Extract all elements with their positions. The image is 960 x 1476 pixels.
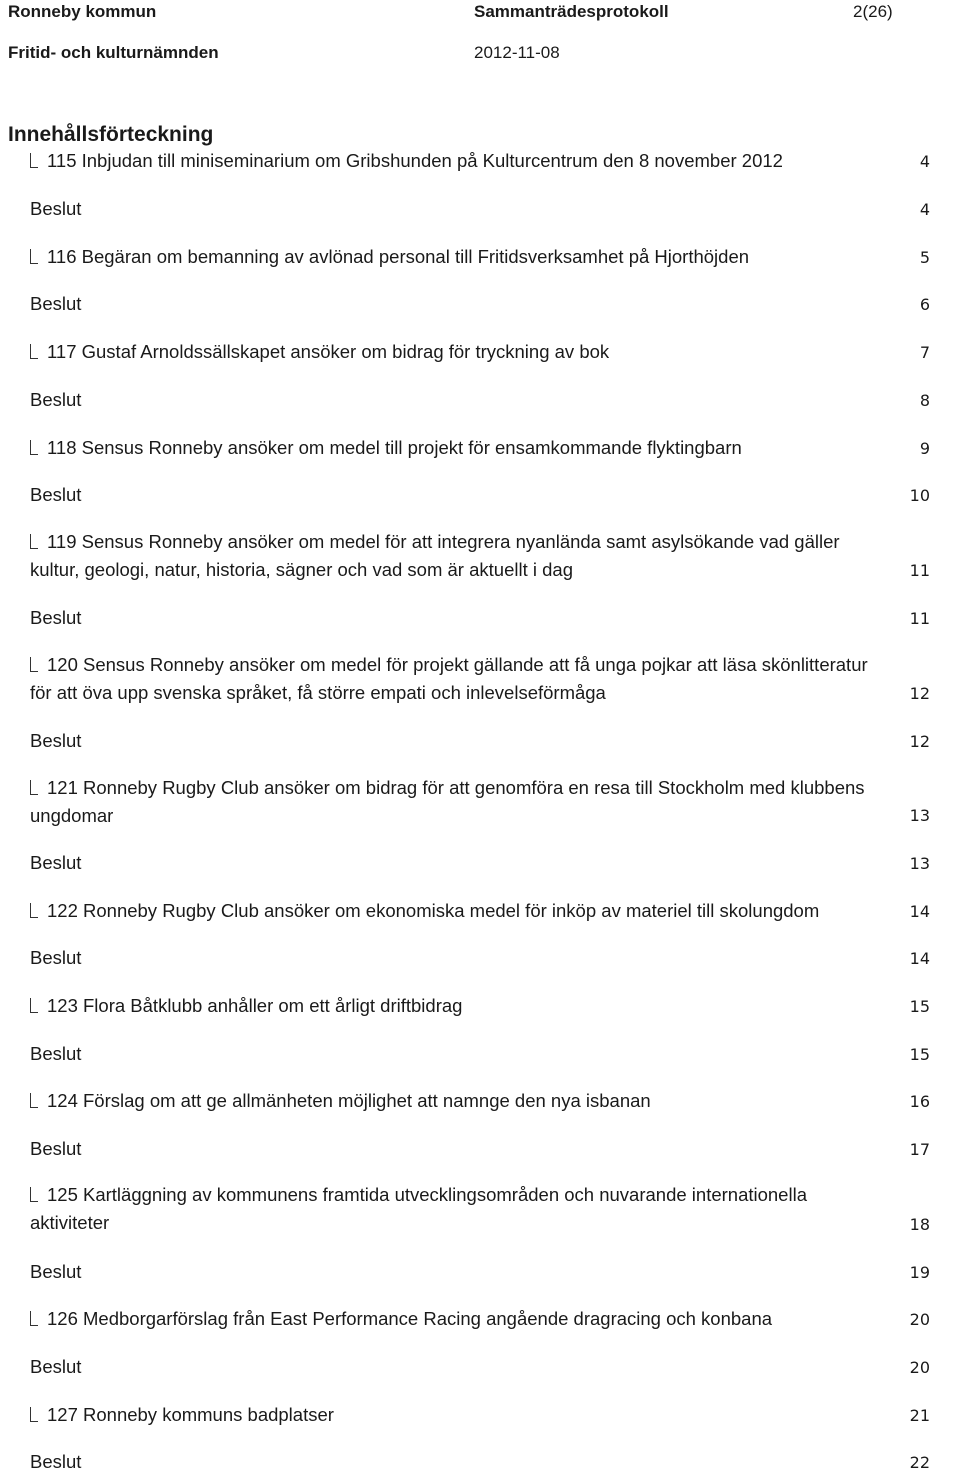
toc-page-number: 11 — [909, 609, 930, 628]
toc-page-number: 13 — [909, 854, 930, 873]
toc-entry-beslut[interactable]: Beslut — [30, 852, 82, 873]
toc-page-number: 14 — [909, 902, 930, 921]
toc-entry-title[interactable]: 127 Ronneby kommuns badplatser — [47, 1404, 334, 1425]
toc-page-number: 7 — [919, 343, 930, 362]
toc-page-number: 12 — [909, 684, 930, 703]
toc-entry-title[interactable]: 124 Förslag om att ge allmänheten möjlighet att namnge den nya isbanan — [47, 1090, 651, 1111]
meeting-date: 2012-11-08 — [474, 43, 560, 62]
toc-entry-beslut[interactable]: Beslut — [30, 730, 82, 751]
toc-entry-beslut[interactable]: Beslut — [30, 947, 82, 968]
toc-entry-title[interactable]: 126 Medborgarförslag från East Performance Racing angående dragracing och konbana — [47, 1308, 773, 1329]
toc-page-number: 11 — [909, 561, 930, 580]
toc-entry-title[interactable]: 116 Begäran om bemanning av avlönad personal till Fritidsverksamhet på Hjorthöjden — [47, 246, 750, 267]
toc-page-number: 18 — [909, 1215, 930, 1234]
toc-entry-title[interactable]: 120 Sensus Ronneby ansöker om medel för projekt gällande att få unga pojkar att läsa skönlitteratur för att öva upp svenska språket, få större empati och inlevelseförmåga — [30, 654, 868, 703]
toc-page-number: 12 — [909, 732, 930, 751]
toc-page-number: 16 — [909, 1092, 930, 1111]
toc-entry-beslut[interactable]: Beslut — [30, 1138, 82, 1159]
toc-page-number: 20 — [909, 1310, 930, 1329]
toc-page-number: 10 — [909, 486, 930, 505]
toc-page-number: 15 — [909, 1045, 930, 1064]
committee-name: Fritid- och kulturnämnden — [8, 43, 219, 62]
toc-page-number: 21 — [909, 1406, 930, 1425]
toc-entry-title[interactable]: 125 Kartläggning av kommunens framtida utvecklingsområden och nuvarande internationella aktiviteter — [30, 1184, 807, 1233]
toc-page-number: 14 — [909, 949, 930, 968]
toc-entry-beslut[interactable]: Beslut — [30, 1356, 82, 1377]
municipality-name: Ronneby kommun — [8, 2, 157, 21]
toc-page-number: 6 — [919, 295, 930, 314]
toc-entry-title[interactable]: 115 Inbjudan till miniseminarium om Gribshunden på Kulturcentrum den 8 november 2012 — [47, 150, 783, 171]
toc-entry-title[interactable]: 118 Sensus Ronneby ansöker om medel till projekt för ensamkommande flyktingbarn — [47, 437, 742, 458]
toc-page-number: 17 — [909, 1140, 930, 1159]
toc-page-number: 15 — [909, 997, 930, 1016]
toc-page-number: 4 — [919, 200, 930, 219]
toc-page-number: 9 — [919, 439, 930, 458]
toc-entry-beslut[interactable]: Beslut — [30, 607, 82, 628]
toc-title: Innehållsförteckning — [8, 123, 214, 146]
toc-entry-beslut[interactable]: Beslut — [30, 1261, 82, 1282]
toc-page-number: 4 — [919, 152, 930, 171]
toc-entry-title[interactable]: 119 Sensus Ronneby ansöker om medel för att integrera nyanlända samt asylsökande vad gäller kultur, geologi, natur, historia, sägner och vad som är aktuellt i dag — [30, 531, 840, 580]
toc-entry-title[interactable]: 121 Ronneby Rugby Club ansöker om bidrag för att genomföra en resa till Stockholm med klubbens ungdomar — [30, 777, 865, 826]
toc-entry-beslut[interactable]: Beslut — [30, 484, 82, 505]
toc-page-number: 5 — [919, 248, 930, 267]
toc-entry-beslut[interactable]: Beslut — [30, 1043, 82, 1064]
toc-entry-title[interactable]: 122 Ronneby Rugby Club ansöker om ekonomiska medel för inköp av materiel till skolungdom — [47, 900, 820, 921]
toc-entry-beslut[interactable]: Beslut — [30, 389, 82, 410]
toc-page-number: 13 — [909, 806, 930, 825]
toc-entry-title[interactable]: 117 Gustaf Arnoldssällskapet ansöker om bidrag för tryckning av bok — [47, 341, 610, 362]
toc-page-number: 22 — [909, 1453, 930, 1472]
toc-page-number: 19 — [909, 1263, 930, 1282]
toc-entry-beslut[interactable]: Beslut — [30, 1451, 82, 1472]
toc-entry-title[interactable]: 123 Flora Båtklubb anhåller om ett årligt driftbidrag — [47, 995, 463, 1016]
toc-page-number: 20 — [909, 1358, 930, 1377]
toc-page-number: 8 — [919, 391, 930, 410]
toc-entry-beslut[interactable]: Beslut — [30, 198, 82, 219]
page-indicator: 2(26) — [853, 2, 893, 21]
toc-entry-beslut[interactable]: Beslut — [30, 293, 82, 314]
document-type: Sammanträdesprotokoll — [474, 2, 669, 21]
